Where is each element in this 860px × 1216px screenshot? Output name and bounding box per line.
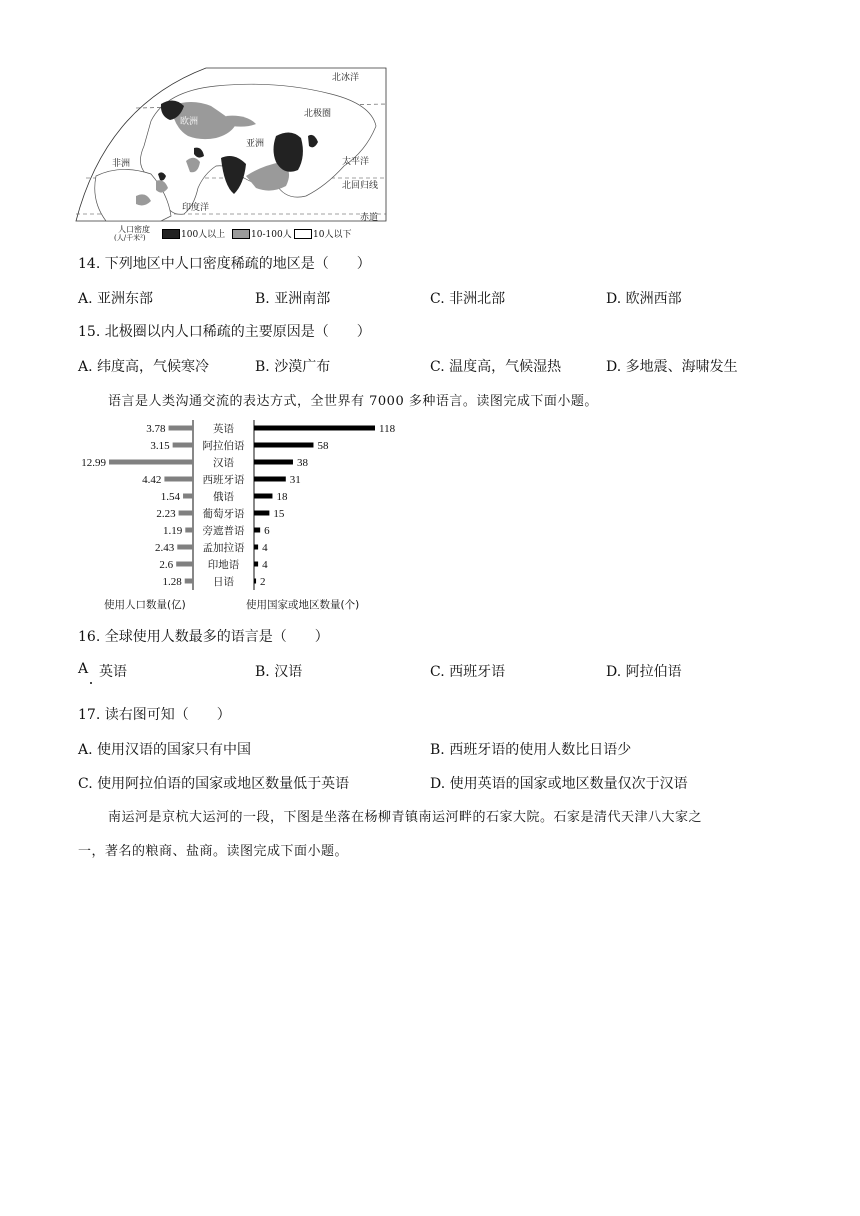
legend-title-line2: (人/千米²) bbox=[114, 234, 146, 242]
language-label-3: 西班牙语 bbox=[202, 474, 245, 486]
q16-option-a-dot bbox=[90, 682, 92, 684]
population-label-8: 2.6 bbox=[159, 559, 174, 571]
language-label-1: 阿拉伯语 bbox=[202, 440, 245, 452]
language-label-2: 汉语 bbox=[213, 457, 234, 469]
language-chart-svg bbox=[81, 418, 400, 616]
intro-canal-line1: 南运河是京杭大运河的一段，下图是坐落在杨柳青镇南运河畔的石家大院。石家是清代天津八大家之 bbox=[108, 810, 703, 825]
language-chart bbox=[81, 418, 400, 616]
bar-population-6 bbox=[185, 528, 193, 533]
q16-option-a[interactable]: 英语 bbox=[99, 664, 127, 680]
language-label-9: 日语 bbox=[213, 576, 234, 588]
bar-population-8 bbox=[176, 562, 193, 567]
bar-countries-4 bbox=[254, 494, 272, 499]
bar-countries-7 bbox=[254, 545, 258, 550]
legend-low: 10人以下 bbox=[313, 230, 352, 240]
countries-label-4: 18 bbox=[276, 491, 288, 503]
map-label-indian-ocean: 印度洋 bbox=[182, 203, 210, 213]
language-label-7: 孟加拉语 bbox=[202, 542, 245, 554]
bar-population-9 bbox=[185, 579, 193, 584]
q17-option-b[interactable]: B. 西班牙语的使用人数比日语少 bbox=[430, 742, 632, 758]
bar-countries-9 bbox=[254, 579, 256, 584]
population-label-9: 1.28 bbox=[162, 576, 182, 588]
intro-language: 语言是人类沟通交流的表达方式，全世界有 7000 多种语言。读图完成下面小题。 bbox=[108, 394, 598, 409]
map-label-arctic-ocean: 北冰洋 bbox=[332, 73, 360, 83]
language-label-4: 俄语 bbox=[213, 491, 234, 503]
legend-mid: 10-100人 bbox=[251, 230, 292, 240]
map-label-africa: 非洲 bbox=[112, 159, 131, 169]
countries-label-8: 4 bbox=[262, 559, 268, 571]
map-label-equator: 赤道 bbox=[360, 213, 379, 223]
q15-option-d[interactable]: D. 多地震、海啸发生 bbox=[606, 359, 738, 375]
legend-title-line1: 人口密度 bbox=[118, 225, 150, 234]
bar-countries-5 bbox=[254, 511, 269, 516]
population-label-5: 2.23 bbox=[156, 508, 176, 520]
q16-option-d[interactable]: D. 阿拉伯语 bbox=[606, 664, 682, 680]
intro-canal-line2: 一，著名的粮商、盐商。读图完成下面小题。 bbox=[78, 844, 349, 859]
q16-option-b[interactable]: B. 汉语 bbox=[255, 664, 303, 680]
countries-label-5: 15 bbox=[273, 508, 285, 520]
bar-countries-2 bbox=[254, 460, 293, 465]
q17-option-a[interactable]: A. 使用汉语的国家只有中国 bbox=[78, 742, 252, 758]
countries-label-7: 4 bbox=[262, 542, 268, 554]
bar-countries-6 bbox=[254, 528, 260, 533]
bar-countries-1 bbox=[254, 443, 313, 448]
language-label-6: 旁遮普语 bbox=[202, 525, 245, 537]
countries-label-6: 6 bbox=[264, 525, 270, 537]
map-label-pacific: 太平洋 bbox=[342, 157, 370, 167]
population-label-7: 2.43 bbox=[155, 542, 175, 554]
language-label-5: 葡萄牙语 bbox=[202, 508, 245, 520]
chart-xlabel-left: 使用人口数量(亿) bbox=[104, 599, 186, 611]
bar-population-5 bbox=[179, 511, 193, 516]
population-label-1: 3.15 bbox=[150, 440, 170, 452]
legend-swatch-high bbox=[162, 229, 180, 239]
bar-countries-0 bbox=[254, 426, 375, 431]
q14-option-a[interactable]: A. 亚洲东部 bbox=[78, 291, 154, 307]
legend-high: 100人以上 bbox=[181, 230, 226, 240]
map-label-asia: 亚洲 bbox=[246, 139, 265, 149]
map-label-europe: 欧洲 bbox=[180, 117, 199, 127]
bar-population-3 bbox=[164, 477, 193, 482]
q14-option-c[interactable]: C. 非洲北部 bbox=[430, 291, 506, 307]
bar-population-2 bbox=[109, 460, 193, 465]
bar-countries-3 bbox=[254, 477, 286, 482]
q15-option-b[interactable]: B. 沙漠广布 bbox=[255, 359, 331, 375]
countries-label-2: 38 bbox=[296, 457, 308, 469]
bar-population-7 bbox=[177, 545, 193, 550]
q14-option-d[interactable]: D. 欧洲西部 bbox=[606, 291, 682, 307]
countries-label-9: 2 bbox=[260, 576, 266, 588]
q16-option-a-letter: A bbox=[78, 661, 89, 677]
population-label-6: 1.19 bbox=[163, 525, 183, 537]
q15-option-c[interactable]: C. 温度高，气候湿热 bbox=[430, 359, 562, 375]
q16-option-c[interactable]: C. 西班牙语 bbox=[430, 664, 506, 680]
bar-population-4 bbox=[183, 494, 193, 499]
countries-label-1: 58 bbox=[317, 440, 329, 452]
language-label-0: 英语 bbox=[213, 423, 234, 435]
bar-countries-8 bbox=[254, 562, 258, 567]
map-label-tropic: 北回归线 bbox=[342, 181, 379, 191]
q14-option-b[interactable]: B. 亚洲南部 bbox=[255, 291, 331, 307]
bar-population-0 bbox=[169, 426, 193, 431]
language-label-8: 印地语 bbox=[207, 559, 240, 571]
chart-xlabel-right: 使用国家或地区数量(个) bbox=[246, 599, 360, 611]
q16-stem: 16. 全球使用人数最多的语言是（ ） bbox=[78, 629, 329, 645]
population-density-map bbox=[76, 66, 386, 244]
q17-stem: 17. 读右图可知（ ） bbox=[78, 707, 231, 723]
q15-stem: 15. 北极圈以内人口稀疏的主要原因是（ ） bbox=[78, 324, 371, 340]
q17-option-c[interactable]: C. 使用阿拉伯语的国家或地区数量低于英语 bbox=[78, 776, 350, 792]
map-svg bbox=[76, 66, 386, 244]
legend-swatch-low bbox=[294, 229, 312, 239]
population-label-2: 12.99 bbox=[81, 457, 106, 469]
q15-option-a[interactable]: A. 纬度高，气候寒冷 bbox=[78, 359, 210, 375]
countries-label-0: 118 bbox=[379, 423, 396, 435]
population-label-3: 4.42 bbox=[142, 474, 162, 486]
legend-swatch-mid bbox=[232, 229, 250, 239]
map-label-arctic-circle: 北极圈 bbox=[304, 109, 332, 119]
countries-label-3: 31 bbox=[289, 474, 301, 486]
q17-option-d[interactable]: D. 使用英语的国家或地区数量仅次于汉语 bbox=[430, 776, 688, 792]
map-legend bbox=[112, 224, 372, 244]
q14-stem: 14. 下列地区中人口密度稀疏的地区是（ ） bbox=[78, 256, 371, 272]
population-label-0: 3.78 bbox=[146, 423, 166, 435]
bar-population-1 bbox=[173, 443, 193, 448]
population-label-4: 1.54 bbox=[160, 491, 181, 503]
